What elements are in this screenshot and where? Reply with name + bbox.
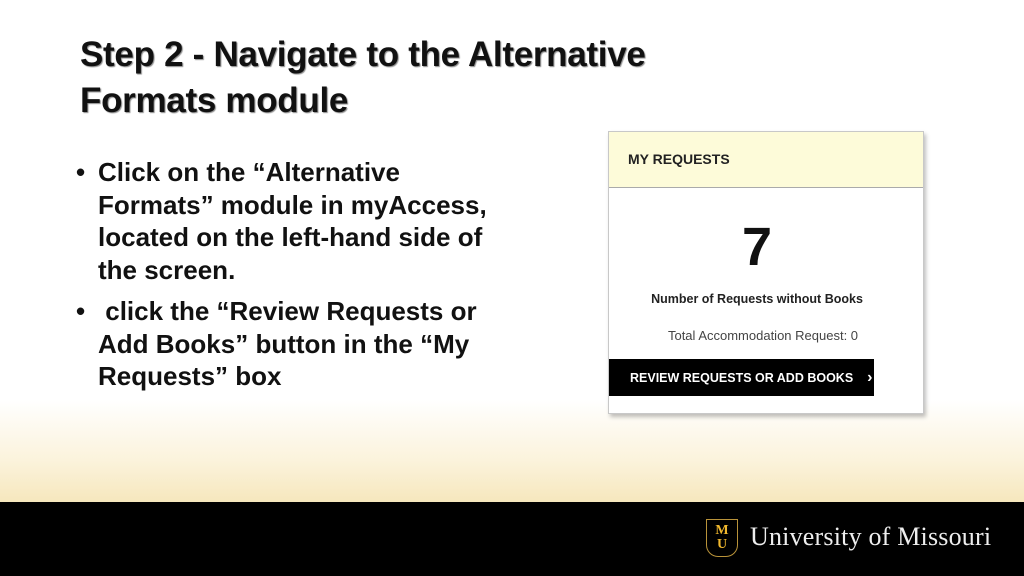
button-label: REVIEW REQUESTS OR ADD BOOKS <box>630 370 854 385</box>
university-name: University of Missouri <box>750 522 992 551</box>
bullet-dot: • <box>76 157 86 187</box>
slide-title <box>80 32 646 124</box>
bullet-text: click the “Review Requests or Add Books” button in the “My Requests” box <box>98 296 483 391</box>
bullet-item <box>76 156 516 286</box>
bullet-text: Click on the “Alternative Formats” module in myAccess, located on the left-hand side of the screen. <box>98 157 487 285</box>
chevron-right-icon: › <box>867 368 873 386</box>
mu-logo: M U <box>706 519 738 557</box>
bullet-item <box>76 295 516 393</box>
total-accommodation: Total Accommodation Request: 0 <box>667 328 859 343</box>
title-line: Step 2 - Navigate to the Alternative <box>80 35 646 74</box>
review-requests-button[interactable] <box>609 359 874 396</box>
title-line: Formats module <box>80 81 349 120</box>
request-count-label: Number of Requests without Books <box>651 292 863 306</box>
bullet-dot: • <box>76 296 86 326</box>
bullet-list <box>76 156 516 402</box>
request-count: 7 <box>741 217 773 277</box>
my-requests-card <box>608 131 924 414</box>
card-header: MY REQUESTS <box>609 132 923 188</box>
